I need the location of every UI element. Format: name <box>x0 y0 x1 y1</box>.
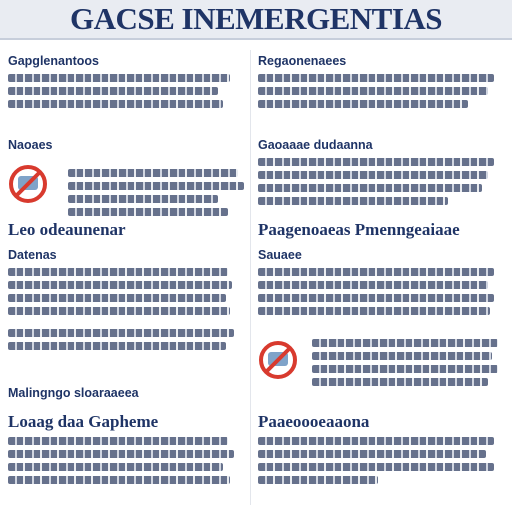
section-heading: Paagenoaeas Pmenngeaiaae <box>258 220 460 239</box>
text-line <box>68 169 238 177</box>
text-line <box>258 158 494 166</box>
text-line <box>258 197 448 205</box>
left-section-5 <box>8 386 244 401</box>
right-section-4 <box>258 248 494 315</box>
right-section-5 <box>258 412 494 484</box>
text-line <box>8 74 230 82</box>
section-heading: Malingngo sloaraaeea <box>8 386 139 400</box>
section-heading: Naoaes <box>8 138 53 152</box>
text-line <box>258 268 494 276</box>
text-line <box>258 294 494 302</box>
text-line <box>258 281 488 289</box>
right-section-4-body <box>312 334 498 386</box>
text-line <box>8 268 228 276</box>
text-line <box>8 307 230 315</box>
text-line <box>8 476 230 484</box>
right-section-1 <box>258 54 494 108</box>
text-line <box>8 281 232 289</box>
no-symbol-icon <box>258 340 298 380</box>
text-line <box>258 463 494 471</box>
no-symbol-icon <box>8 164 48 204</box>
text-line <box>68 182 244 190</box>
text-line <box>8 463 223 471</box>
text-line <box>8 329 234 337</box>
right-section-3 <box>258 220 494 240</box>
text-line <box>258 100 468 108</box>
text-line <box>258 476 378 484</box>
text-line <box>8 437 228 445</box>
text-line <box>8 87 218 95</box>
column-divider <box>250 50 251 505</box>
text-line <box>68 195 218 203</box>
title-banner <box>0 0 512 40</box>
text-line <box>312 378 488 386</box>
left-section-2 <box>8 138 244 153</box>
section-heading: Sauaee <box>258 248 302 262</box>
text-line <box>258 74 494 82</box>
text-line <box>312 352 492 360</box>
text-line <box>258 437 494 445</box>
left-section-1 <box>8 54 244 108</box>
text-line <box>258 450 486 458</box>
text-line <box>312 365 498 373</box>
text-line <box>258 184 482 192</box>
left-section-4 <box>8 248 244 350</box>
section-heading: Loaag daa Gapheme <box>8 412 159 431</box>
left-section-2-body <box>68 164 244 216</box>
page-title: GACSE INEMERGENTIAS <box>69 1 443 36</box>
section-heading: Gapglenantoos <box>8 54 99 68</box>
text-line <box>8 100 223 108</box>
section-heading: Paaeoooeaaona <box>258 412 370 431</box>
text-line <box>8 294 226 302</box>
left-section-6 <box>8 412 244 484</box>
right-section-2 <box>258 138 494 205</box>
text-line <box>68 208 228 216</box>
section-heading: Datenas <box>8 248 57 262</box>
text-line <box>258 87 488 95</box>
left-section-3 <box>8 220 244 240</box>
section-heading: Gaoaaae dudaanna <box>258 138 373 152</box>
text-line <box>258 171 488 179</box>
text-line <box>258 307 490 315</box>
text-line <box>8 342 226 350</box>
section-heading: Leo odeaunenar <box>8 220 126 239</box>
text-line <box>8 450 234 458</box>
section-heading: Regaonenaees <box>258 54 347 68</box>
text-line <box>312 339 498 347</box>
